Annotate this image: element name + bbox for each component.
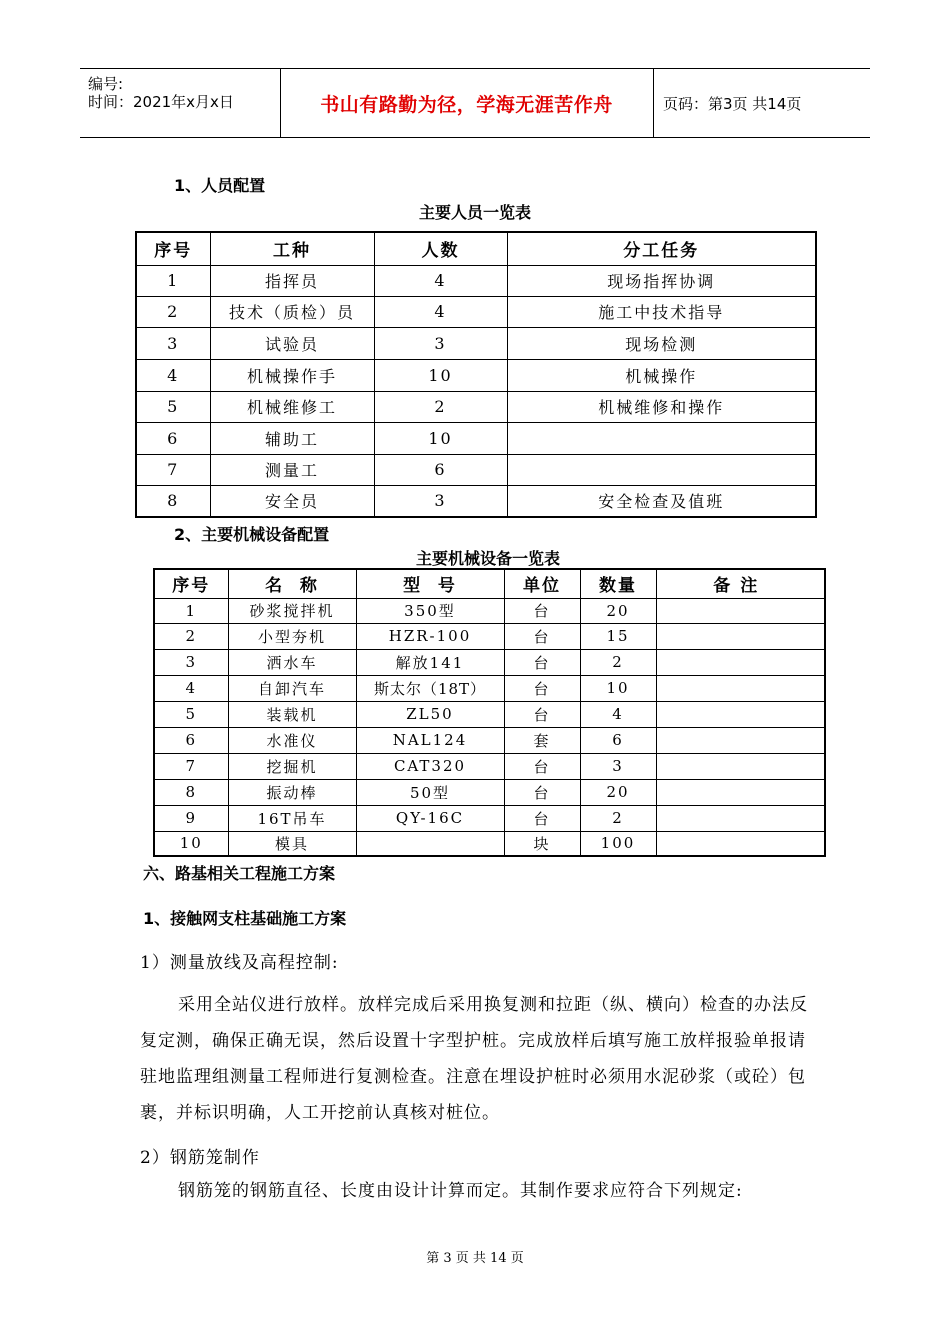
table-row <box>154 779 825 805</box>
table-row <box>154 623 825 649</box>
table-cell: 安全检查及值班 <box>507 485 816 517</box>
column-header: 人数 <box>374 232 507 265</box>
table-cell: 台 <box>504 701 580 727</box>
table-cell: 50型 <box>356 779 504 805</box>
table-cell <box>656 701 825 727</box>
table-cell: 350型 <box>356 598 504 623</box>
table-cell: 台 <box>504 623 580 649</box>
personnel-table-title: 主要人员一览表 <box>418 203 531 222</box>
table-cell: 模具 <box>228 831 356 856</box>
table-cell <box>507 422 816 454</box>
table-cell: 2 <box>580 805 656 831</box>
personnel-table <box>135 231 817 518</box>
table-cell: 3 <box>374 485 507 517</box>
table-cell: 套 <box>504 727 580 753</box>
column-header: 序号 <box>136 232 210 265</box>
table-cell: 2 <box>374 391 507 422</box>
table-cell: 技术（质检）员 <box>210 296 374 327</box>
table-cell: 3 <box>374 327 507 359</box>
table-cell: 洒水车 <box>228 649 356 675</box>
table-cell: 4 <box>580 701 656 727</box>
table-cell: 8 <box>136 485 210 517</box>
table-cell: 6 <box>154 727 228 753</box>
table-cell: 6 <box>580 727 656 753</box>
table-cell: 4 <box>374 265 507 296</box>
table-cell: 2 <box>580 649 656 675</box>
table-cell: 4 <box>154 675 228 701</box>
table-cell: 台 <box>504 779 580 805</box>
header-meta <box>80 69 281 137</box>
table-cell: 机械操作 <box>507 359 816 391</box>
item-heading: 1）测量放线及高程控制: <box>140 953 339 973</box>
table-cell: 辅助工 <box>210 422 374 454</box>
table-row <box>136 422 816 454</box>
table-cell: 3 <box>136 327 210 359</box>
table-row <box>154 598 825 623</box>
table-cell: 20 <box>580 779 656 805</box>
header-page-info: 页码：第3页 共14页 <box>663 94 802 113</box>
table-cell: CAT320 <box>356 753 504 779</box>
table-header-row <box>136 232 816 265</box>
table-cell: 7 <box>136 454 210 485</box>
table-cell <box>656 831 825 856</box>
table-cell <box>656 675 825 701</box>
table-cell: 现场检测 <box>507 327 816 359</box>
table-row <box>154 701 825 727</box>
table-row <box>154 753 825 779</box>
table-cell: 机械维修和操作 <box>507 391 816 422</box>
table-cell: 安全员 <box>210 485 374 517</box>
table-cell: 台 <box>504 598 580 623</box>
table-cell: 20 <box>580 598 656 623</box>
table-cell: 装载机 <box>228 701 356 727</box>
table-cell: 斯太尔（18T） <box>356 675 504 701</box>
table-cell: 台 <box>504 753 580 779</box>
table-cell: 10 <box>580 675 656 701</box>
table-cell: 8 <box>154 779 228 805</box>
table-cell: 挖掘机 <box>228 753 356 779</box>
section2-heading: 2、主要机械设备配置 <box>174 525 330 544</box>
table-cell: 自卸汽车 <box>228 675 356 701</box>
table-cell: 15 <box>580 623 656 649</box>
table-cell: 16T吊车 <box>228 805 356 831</box>
table-cell: 3 <box>154 649 228 675</box>
table-row <box>136 485 816 517</box>
table-cell: 试验员 <box>210 327 374 359</box>
table-cell: 台 <box>504 805 580 831</box>
page-footer: 第 3 页 共 14 页 <box>426 1251 524 1266</box>
table-header-row <box>154 569 825 598</box>
table-row <box>136 359 816 391</box>
table-cell: QY-16C <box>356 805 504 831</box>
table-cell: 10 <box>154 831 228 856</box>
table-row <box>154 675 825 701</box>
header-motto: 书山有路勤为径，学海无涯苦作舟 <box>280 69 654 137</box>
time-label: 时间：2021年x月x日 <box>88 93 234 111</box>
table-cell: 6 <box>374 454 507 485</box>
equipment-table-title: 主要机械设备一览表 <box>415 549 560 568</box>
subsection-heading: 1、接触网支柱基础施工方案 <box>143 909 347 928</box>
table-row <box>154 727 825 753</box>
table-cell: 现场指挥协调 <box>507 265 816 296</box>
table-cell <box>656 623 825 649</box>
table-cell: 机械维修工 <box>210 391 374 422</box>
column-header: 工种 <box>210 232 374 265</box>
column-header: 备注 <box>656 569 825 598</box>
table-cell: 水准仪 <box>228 727 356 753</box>
document-header <box>80 68 870 138</box>
table-row <box>136 327 816 359</box>
table-cell <box>656 753 825 779</box>
table-cell: 2 <box>154 623 228 649</box>
number-label: 编号: <box>88 75 124 93</box>
section1-heading: 1、人员配置 <box>174 176 266 195</box>
column-header: 分工任务 <box>507 232 816 265</box>
table-cell <box>656 598 825 623</box>
chapter-heading: 六、路基相关工程施工方案 <box>143 864 336 883</box>
table-cell <box>507 454 816 485</box>
table-cell: 振动棒 <box>228 779 356 805</box>
table-cell: 10 <box>374 422 507 454</box>
paragraph: 采用全站仪进行放样。放样完成后采用换复测和拉距（纵、横向）检查的办法反复定测，确保正确无误，然后设置十字型护桩。完成放样后填写施工放样报验单报请驻地监理组测量工程师进行复测检查。注意在埋设护桩时必须用水泥砂浆（或砼）包裹，并标识明确，人工开挖前认真核对桩位。 <box>140 995 808 1123</box>
table-cell <box>656 649 825 675</box>
table-cell: HZR-100 <box>356 623 504 649</box>
table-cell: 100 <box>580 831 656 856</box>
table-cell: 3 <box>580 753 656 779</box>
table-cell: 小型夯机 <box>228 623 356 649</box>
table-row <box>136 265 816 296</box>
table-cell: 9 <box>154 805 228 831</box>
table-cell <box>656 805 825 831</box>
paragraph: 钢筋笼的钢筋直径、长度由设计计算而定。其制作要求应符合下列规定: <box>178 1181 743 1201</box>
table-cell: 5 <box>136 391 210 422</box>
table-row <box>136 296 816 327</box>
column-header: 型 号 <box>356 569 504 598</box>
equipment-table <box>153 568 826 857</box>
table-cell: 测量工 <box>210 454 374 485</box>
table-cell: 4 <box>136 359 210 391</box>
table-cell: NAL124 <box>356 727 504 753</box>
table-cell: 10 <box>374 359 507 391</box>
column-header: 序号 <box>154 569 228 598</box>
table-cell: 2 <box>136 296 210 327</box>
table-cell: 台 <box>504 649 580 675</box>
table-cell: 解放141 <box>356 649 504 675</box>
table-cell: 1 <box>154 598 228 623</box>
table-cell: 7 <box>154 753 228 779</box>
table-row <box>154 805 825 831</box>
table-cell: 指挥员 <box>210 265 374 296</box>
table-cell: 块 <box>504 831 580 856</box>
table-cell: 5 <box>154 701 228 727</box>
table-cell: 砂浆搅拌机 <box>228 598 356 623</box>
table-cell <box>656 779 825 805</box>
column-header: 名 称 <box>228 569 356 598</box>
table-row <box>154 831 825 856</box>
table-cell <box>656 727 825 753</box>
table-cell: 1 <box>136 265 210 296</box>
table-row <box>136 391 816 422</box>
table-cell: 台 <box>504 675 580 701</box>
table-cell: ZL50 <box>356 701 504 727</box>
column-header: 数量 <box>580 569 656 598</box>
table-cell: 6 <box>136 422 210 454</box>
table-row <box>136 454 816 485</box>
table-cell: 施工中技术指导 <box>507 296 816 327</box>
table-cell: 机械操作手 <box>210 359 374 391</box>
item-heading: 2）钢筋笼制作 <box>140 1148 260 1168</box>
table-row <box>154 649 825 675</box>
table-cell <box>356 831 504 856</box>
table-cell: 4 <box>374 296 507 327</box>
column-header: 单位 <box>504 569 580 598</box>
